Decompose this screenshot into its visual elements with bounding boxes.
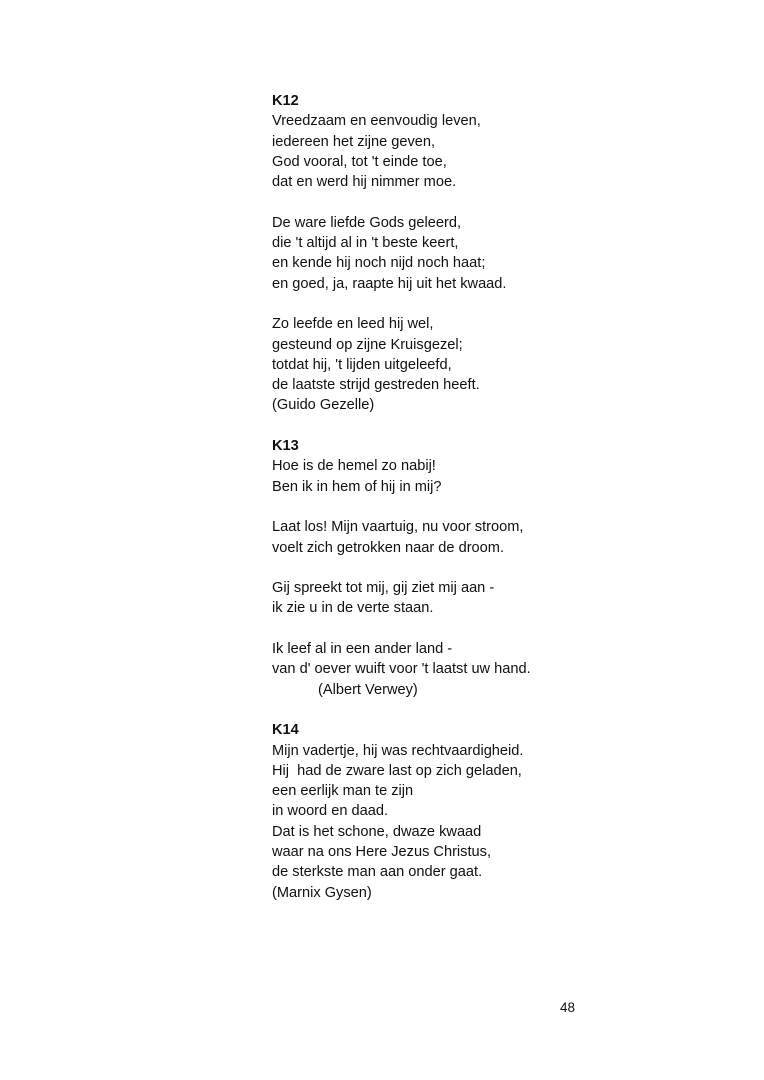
section-break: [272, 416, 712, 436]
poem-line: Hij had de zware last op zich geladen,: [272, 762, 522, 779]
poem-line: Gij spreekt tot mij, gij ziet mij aan -: [272, 580, 495, 597]
poem-line: in woord en daad.: [272, 803, 389, 820]
poem-line: De ware liefde Gods geleerd,: [272, 214, 462, 231]
stanza-break: [272, 619, 712, 639]
poem-line: dat en werd hij nimmer moe.: [272, 174, 457, 191]
poem-line: Hoe is de hemel zo nabij!: [272, 458, 436, 475]
poem-line: Zo leefde en leed hij wel,: [272, 316, 434, 333]
poem-line: waar na ons Here Jezus Christus,: [272, 843, 491, 860]
poem-line: Vreedzaam en eenvoudig leven,: [272, 113, 481, 130]
section-heading: K12: [272, 93, 299, 109]
poem-line: ik zie u in de verte staan.: [272, 600, 434, 617]
stanza-break: [272, 192, 712, 212]
poem-line: en kende hij noch nijd noch haat;: [272, 255, 486, 272]
poem-line: van d' oever wuift voor 't laatst uw hand.: [272, 661, 531, 678]
stanza-break: [272, 558, 712, 578]
poem-line: de laatste strijd gestreden heeft.: [272, 377, 480, 394]
section-k14: [272, 720, 712, 903]
poem-line: de sterkste man aan onder gaat.: [272, 864, 483, 881]
poem-line: iedereen het zijne geven,: [272, 133, 436, 150]
section-heading: K14: [272, 722, 299, 739]
poem-line: totdat hij, 't lijden uitgeleefd,: [272, 356, 452, 373]
poem-line: Ik leef al in een ander land -: [272, 641, 453, 658]
poem-line: Ben ik in hem of hij in mij?: [272, 478, 442, 495]
poem-line: die 't altijd al in 't beste keert,: [272, 235, 459, 252]
poem-line: God vooral, tot 't einde toe,: [272, 153, 447, 170]
poem-line: Dat is het schone, dwaze kwaad: [272, 823, 482, 840]
poem-author: (Albert Verwey): [318, 681, 418, 698]
section-k12: [272, 91, 712, 416]
stanza-break: [272, 497, 712, 517]
poem-line: Laat los! Mijn vaartuig, nu voor stroom,: [272, 519, 524, 536]
section-break: [272, 700, 712, 720]
poem-collection: [272, 91, 712, 903]
section-k13: [272, 436, 712, 700]
stanza-break: [272, 294, 712, 314]
section-heading: K13: [272, 438, 299, 455]
poem-author: (Marnix Gysen): [272, 884, 372, 901]
poem-line: gesteund op zijne Kruisgezel;: [272, 336, 463, 353]
page-number: 48: [560, 1000, 576, 1015]
poem-line: en goed, ja, raapte hij uit het kwaad.: [272, 275, 507, 292]
poem-line: een eerlijk man te zijn: [272, 783, 414, 800]
poem-line: voelt zich getrokken naar de droom.: [272, 539, 505, 556]
poem-author: (Guido Gezelle): [272, 397, 375, 414]
poem-line: Mijn vadertje, hij was rechtvaardigheid.: [272, 742, 524, 759]
